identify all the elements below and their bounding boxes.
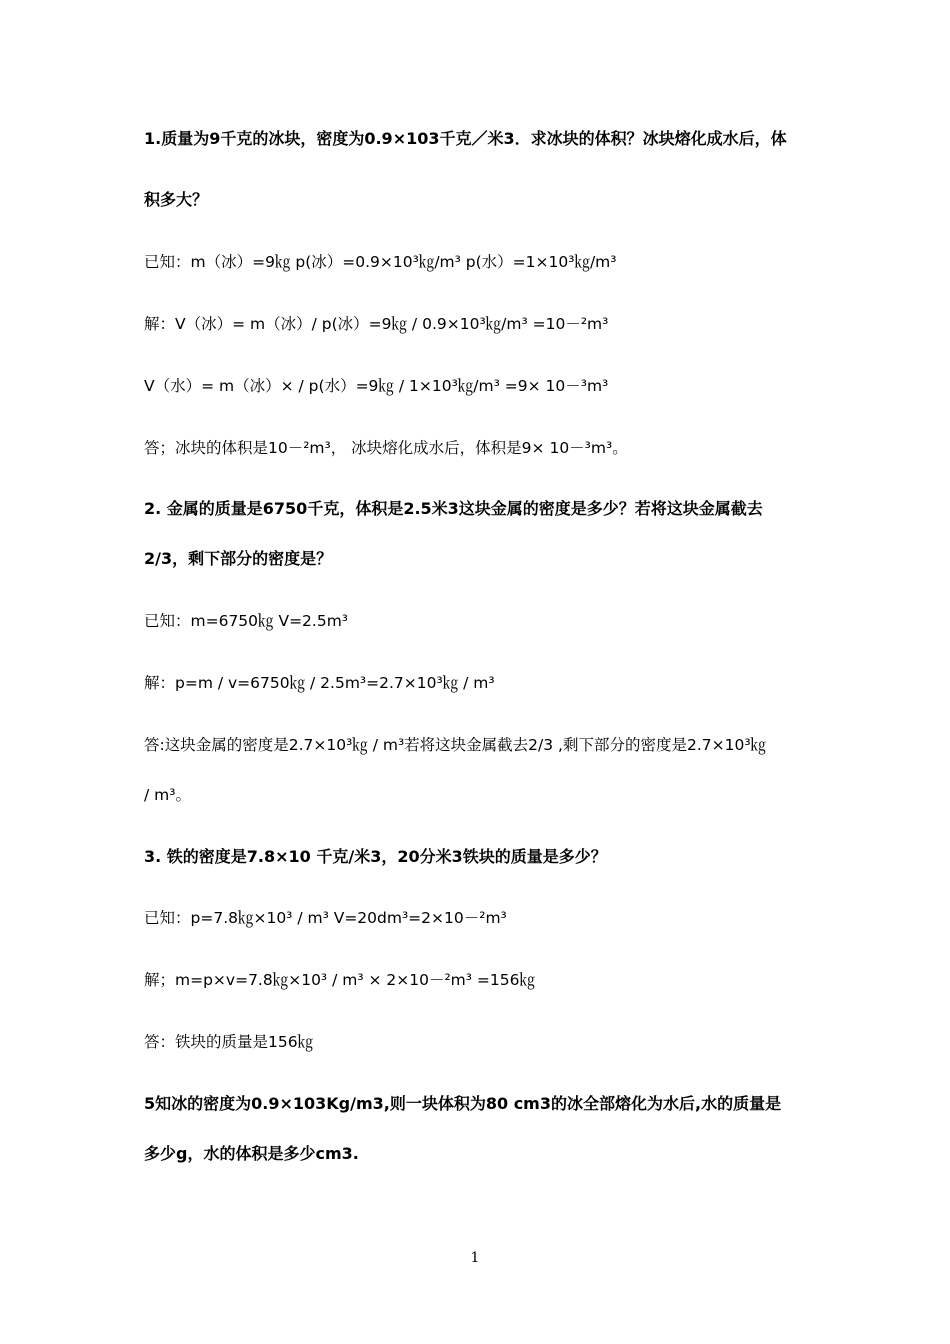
question-5-line-2: 多少g，水的体积是多少cm3. — [144, 1144, 359, 1163]
question-2-solution: 解：p=m / v=6750㎏ / 2.5m³=2.7×10³㎏ / m³ — [144, 674, 495, 692]
question-3-line-1: 3. 铁的密度是7.8×10 千克/米3，20分米3铁块的质量是多少？ — [144, 847, 607, 866]
question-5-line-1: 5知冰的密度为0.9×103Kg/m3,则一块体积为80 cm3的冰全部熔化为水后,水的质量是 — [144, 1094, 782, 1113]
question-3-answer: 答：铁块的质量是156㎏ — [144, 1033, 314, 1051]
question-2-given: 已知：m=6750㎏ V=2.5m³ — [144, 612, 349, 630]
question-3-solution: 解；m=p×v=7.8㎏×10³ / m³ × 2×10－²m³ =156㎏ — [144, 971, 535, 989]
page-number: 1 — [470, 1250, 480, 1266]
question-1-solution-1: 解：V（冰）= m（冰）/ p(冰）=9㎏ / 0.9×10³㎏/m³ =10－²m³ — [144, 315, 609, 333]
question-2-answer-line-1: 答:这块金属的密度是2.7×10³㎏ / m³若将这块金属截去2/3 ,剩下部分的密度是2.7×10³㎏ — [144, 736, 767, 754]
question-2-answer-line-2: / m³。 — [144, 786, 191, 804]
question-1-given: 已知：m（冰）=9㎏ p(冰）=0.9×10³㎏/m³ p(水）=1×10³㎏/m³ — [144, 253, 617, 271]
question-1-line-1: 1.质量为9千克的冰块，密度为0.9×103千克／米3．求冰块的体积？冰块熔化成水后，体 — [144, 129, 787, 148]
question-2-line-2: 2/3，剩下部分的密度是？ — [144, 549, 333, 568]
question-3-given: 已知：p=7.8㎏×10³ / m³ V=20dm³=2×10－²m³ — [144, 909, 507, 927]
question-1-solution-2: V（水）= m（冰）× / p(水）=9㎏ / 1×10³㎏/m³ =9× 10－³m³ — [144, 377, 609, 395]
question-2-line-1: 2. 金属的质量是6750千克，体积是2.5米3这块金属的密度是多少？若将这块金属截去 — [144, 499, 763, 518]
question-1-answer: 答；冰块的体积是10－²m³， 冰块熔化成水后，体积是9× 10－³m³。 — [144, 439, 628, 457]
question-1-line-2: 积多大？ — [144, 190, 209, 209]
